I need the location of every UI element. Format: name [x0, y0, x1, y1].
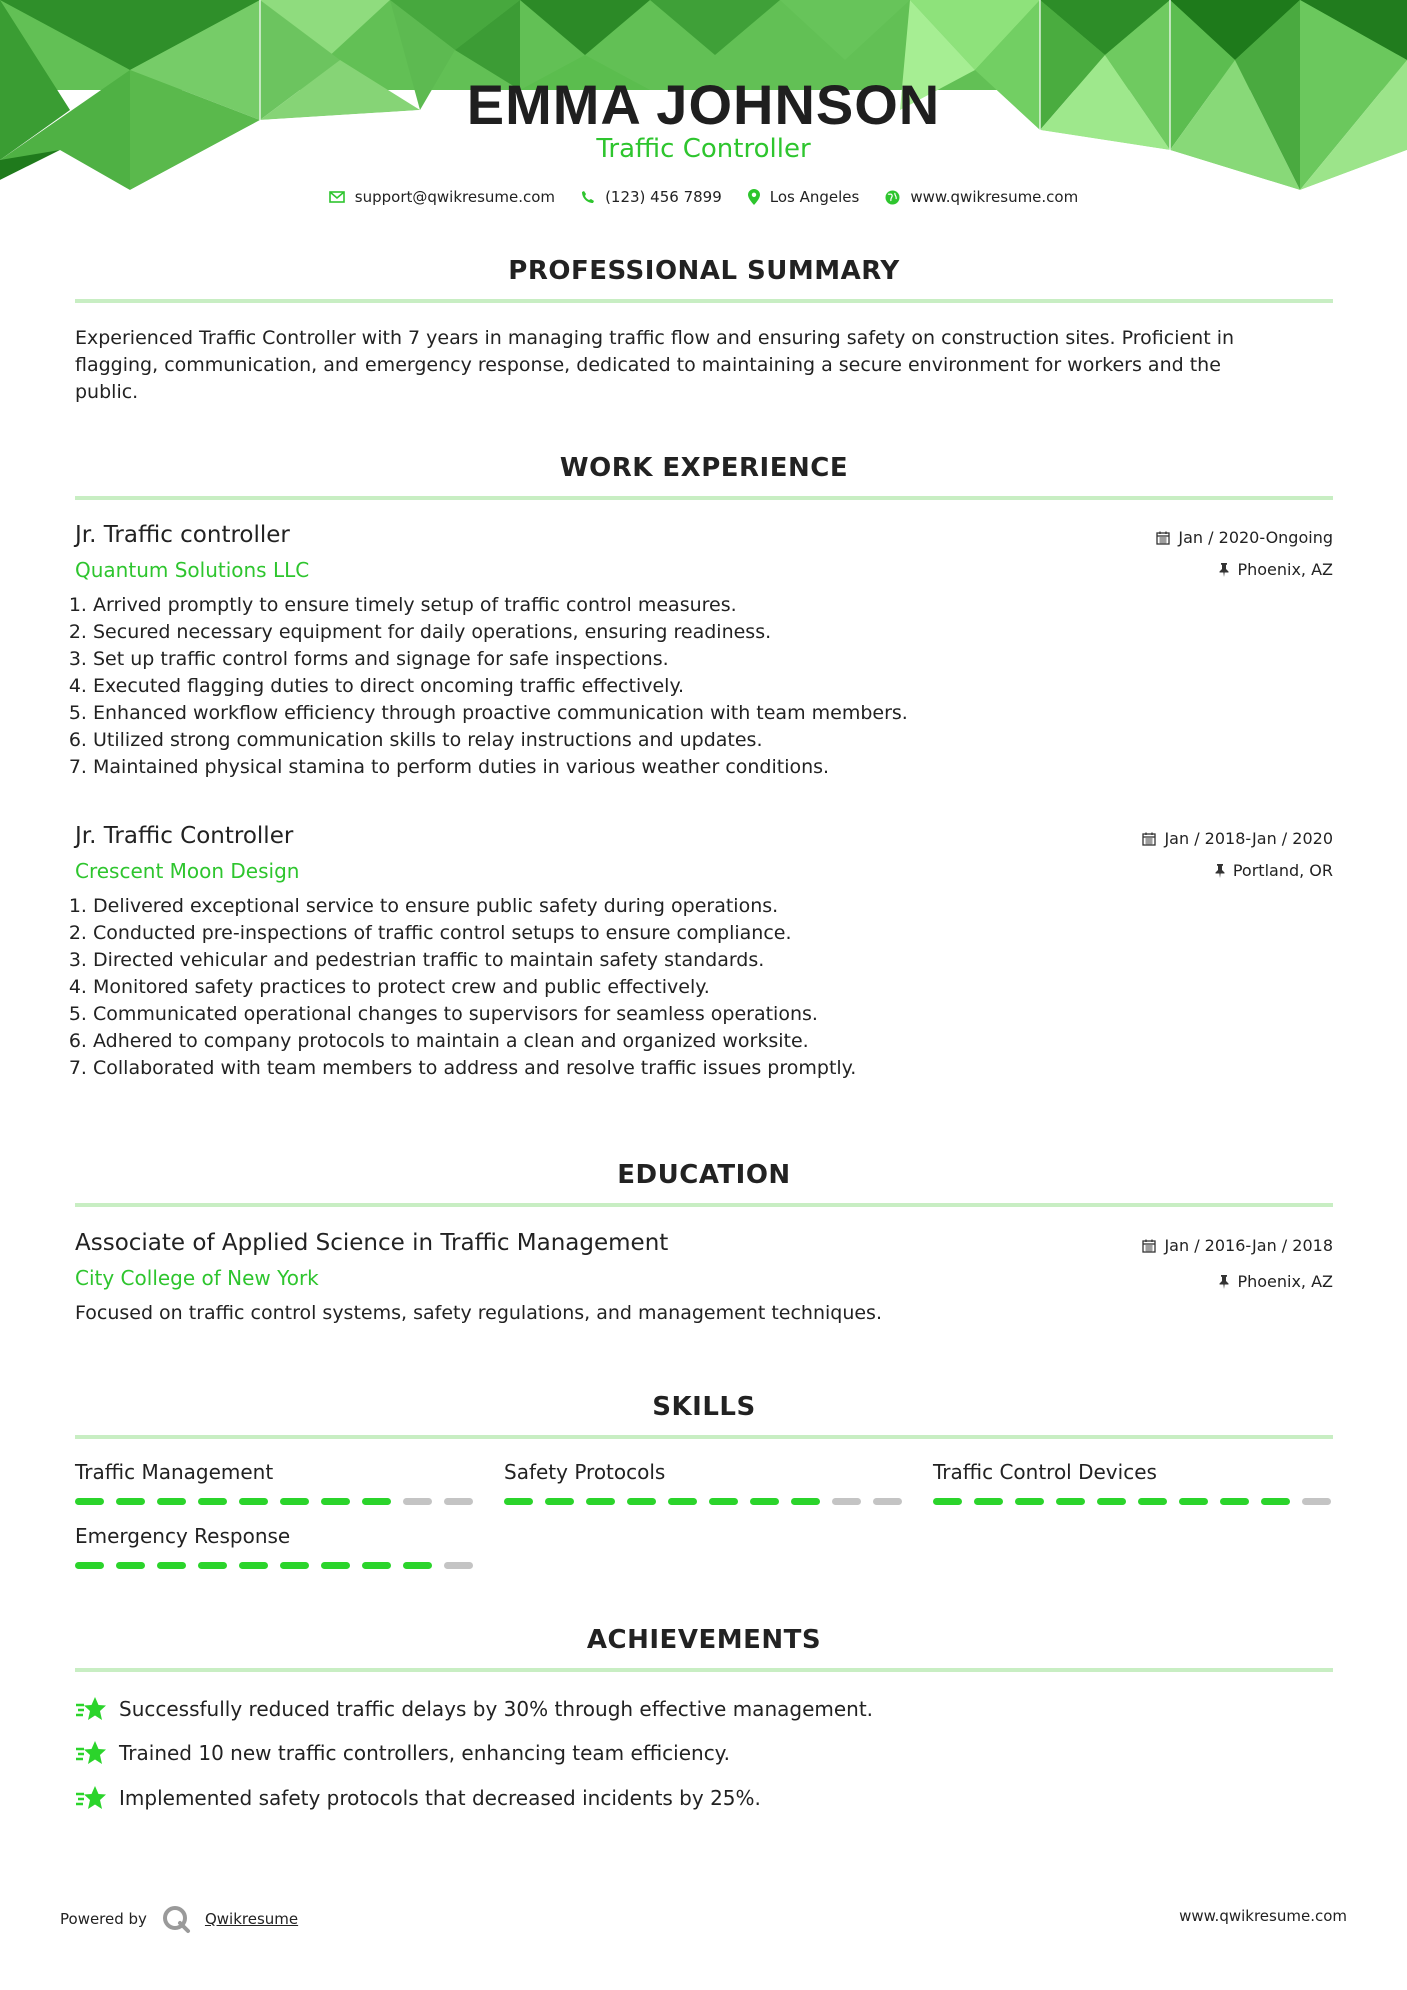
skill-level-bar: [75, 1498, 475, 1505]
contact-bar: [0, 188, 1407, 206]
skill-level-segment: [116, 1498, 145, 1505]
section-title-education: EDUCATION: [617, 1160, 791, 1190]
skill-level-segment: [1302, 1498, 1331, 1505]
list-item: 2. Secured necessary equipment for daily operations, ensuring readiness.: [93, 619, 1193, 646]
skill-level-segment: [1056, 1498, 1085, 1505]
skill-level-segment: [198, 1498, 227, 1505]
footer-powered-by: [60, 1904, 298, 1934]
skill-level-segment: [1179, 1498, 1208, 1505]
skill-level-segment: [873, 1498, 902, 1505]
skill-name: Emergency Response: [75, 1524, 291, 1548]
star-icon: [75, 1740, 107, 1766]
list-item: 6. Adhered to company protocols to maintain a clean and organized worksite.: [93, 1028, 1193, 1055]
achievement-item: [75, 1740, 730, 1766]
star-icon: [75, 1696, 107, 1722]
achievement-text: Successfully reduced traffic delays by 30% through effective management.: [119, 1697, 874, 1721]
skill-level-segment: [280, 1498, 309, 1505]
calendar-icon: [1142, 832, 1156, 846]
job-company: Crescent Moon Design: [75, 859, 300, 883]
skill-level-segment: [75, 1562, 104, 1569]
job-location: [1215, 861, 1333, 880]
list-item: 1. Delivered exceptional service to ensure public safety during operations.: [93, 893, 1193, 920]
contact-location: [748, 188, 860, 206]
skill-level-segment: [198, 1562, 227, 1569]
job-dates-text: Jan / 2020-Ongoing: [1178, 528, 1333, 547]
skill-level-segment: [1220, 1498, 1249, 1505]
list-item: 1. Arrived promptly to ensure timely setup of traffic control measures.: [93, 592, 1193, 619]
skill-level-segment: [403, 1498, 432, 1505]
achievement-text: Trained 10 new traffic controllers, enhancing team efficiency.: [119, 1741, 731, 1765]
globe-icon: [885, 190, 900, 205]
contact-website[interactable]: [885, 188, 1078, 206]
contact-phone[interactable]: [581, 188, 722, 206]
summary-line: Experienced Traffic Controller with 7 years in managing traffic flow and ensuring safety on construction sites. Proficient in: [75, 327, 1235, 349]
calendar-icon: [1142, 1239, 1156, 1253]
job-dates: [1156, 528, 1333, 547]
skill-level-segment: [116, 1562, 145, 1569]
job-company: Quantum Solutions LLC: [75, 558, 310, 582]
envelope-icon: [329, 191, 345, 203]
calendar-icon: [1156, 531, 1170, 545]
job-duties: [67, 592, 1193, 781]
job-duties: [67, 893, 1193, 1082]
achievement-item: [75, 1785, 761, 1811]
skill-name: Traffic Management: [75, 1460, 274, 1484]
skill-level-segment: [75, 1498, 104, 1505]
skill-item: [75, 1524, 475, 1569]
contact-website-text: www.qwikresume.com: [910, 188, 1079, 206]
list-item: 7. Maintained physical stamina to perform duties in various weather conditions.: [93, 754, 1193, 781]
skill-level-segment: [974, 1498, 1003, 1505]
skill-level-segment: [444, 1562, 473, 1569]
summary-line: flagging, communication, and emergency response, dedicated to maintaining a secure environment for workers and the: [75, 354, 1221, 376]
skill-level-segment: [321, 1562, 350, 1569]
education-description: Focused on traffic control systems, safety regulations, and management techniques.: [75, 1302, 882, 1324]
skill-level-segment: [362, 1498, 391, 1505]
job-role: Jr. Traffic Controller: [75, 823, 294, 849]
skill-item: [75, 1460, 475, 1505]
list-item: 3. Directed vehicular and pedestrian traffic to maintain safety standards.: [93, 947, 1193, 974]
job-location: [1219, 560, 1333, 579]
section-divider: [75, 1203, 1333, 1207]
job-dates: [1142, 829, 1333, 848]
qwikresume-logo-icon: [161, 1904, 191, 1934]
education-dates-text: Jan / 2016-Jan / 2018: [1164, 1236, 1333, 1255]
education-dates: [1142, 1236, 1333, 1255]
candidate-name: EMMA JOHNSON: [466, 73, 941, 136]
skill-level-segment: [933, 1498, 962, 1505]
section-title-achievements: ACHIEVEMENTS: [586, 1625, 822, 1655]
map-pin-icon: [748, 189, 760, 205]
pushpin-icon: [1219, 1275, 1229, 1289]
skill-level-segment: [586, 1498, 615, 1505]
phone-icon: [581, 190, 595, 204]
candidate-title: Traffic Controller: [596, 134, 811, 164]
skill-level-segment: [157, 1562, 186, 1569]
pushpin-icon: [1219, 563, 1229, 577]
achievement-text: Implemented safety protocols that decreased incidents by 25%.: [119, 1786, 761, 1810]
summary-text: [75, 325, 1333, 406]
job-location-text: Portland, OR: [1232, 861, 1333, 880]
list-item: 4. Executed flagging duties to direct oncoming traffic effectively.: [93, 673, 1193, 700]
powered-by-label: Powered by: [60, 1910, 147, 1928]
education-location-text: Phoenix, AZ: [1237, 1272, 1333, 1291]
skill-item: [504, 1460, 904, 1505]
skill-level-segment: [1097, 1498, 1126, 1505]
section-title-skills: SKILLS: [652, 1392, 756, 1422]
skill-level-bar: [75, 1562, 475, 1569]
list-item: 6. Utilized strong communication skills to relay instructions and updates.: [93, 727, 1193, 754]
list-item: 5. Enhanced workflow efficiency through proactive communication with team members.: [93, 700, 1193, 727]
skill-level-bar: [504, 1498, 904, 1505]
skill-level-segment: [239, 1498, 268, 1505]
skill-name: Safety Protocols: [504, 1460, 666, 1484]
pushpin-icon: [1215, 864, 1225, 878]
list-item: 2. Conducted pre-inspections of traffic control setups to ensure compliance.: [93, 920, 1193, 947]
section-divider: [75, 1668, 1333, 1672]
skill-level-segment: [239, 1562, 268, 1569]
contact-email[interactable]: [329, 188, 555, 206]
skill-level-segment: [1261, 1498, 1290, 1505]
list-item: 4. Monitored safety practices to protect crew and public effectively.: [93, 974, 1193, 1001]
skill-level-segment: [791, 1498, 820, 1505]
skill-level-segment: [750, 1498, 779, 1505]
skill-level-segment: [1015, 1498, 1044, 1505]
job-location-text: Phoenix, AZ: [1237, 560, 1333, 579]
list-item: 3. Set up traffic control forms and signage for safe inspections.: [93, 646, 1193, 673]
skill-level-segment: [504, 1498, 533, 1505]
contact-phone-text: (123) 456 7899: [605, 188, 722, 206]
skill-level-segment: [1138, 1498, 1167, 1505]
qwikresume-link[interactable]: Qwikresume: [204, 1910, 299, 1928]
achievement-item: [75, 1696, 873, 1722]
skill-level-segment: [832, 1498, 861, 1505]
education-degree: Associate of Applied Science in Traffic Management: [75, 1230, 669, 1256]
list-item: 5. Communicated operational changes to supervisors for seamless operations.: [93, 1001, 1193, 1028]
star-icon: [75, 1785, 107, 1811]
list-item: 7. Collaborated with team members to address and resolve traffic issues promptly.: [93, 1055, 1193, 1082]
skill-level-segment: [668, 1498, 697, 1505]
education-school: City College of New York: [75, 1266, 319, 1290]
section-divider: [75, 1435, 1333, 1439]
skill-level-segment: [280, 1562, 309, 1569]
skill-level-segment: [545, 1498, 574, 1505]
contact-location-text: Los Angeles: [769, 188, 860, 206]
contact-email-text: support@qwikresume.com: [354, 188, 556, 206]
skill-level-bar: [933, 1498, 1333, 1505]
skill-level-segment: [627, 1498, 656, 1505]
skill-level-segment: [709, 1498, 738, 1505]
skill-level-segment: [321, 1498, 350, 1505]
skill-item: [933, 1460, 1333, 1505]
section-title-summary: PROFESSIONAL SUMMARY: [508, 256, 900, 286]
skill-level-segment: [403, 1562, 432, 1569]
education-location: [1219, 1272, 1333, 1291]
skill-name: Traffic Control Devices: [933, 1460, 1157, 1484]
section-title-experience: WORK EXPERIENCE: [559, 453, 849, 483]
skill-level-segment: [157, 1498, 186, 1505]
job-dates-text: Jan / 2018-Jan / 2020: [1164, 829, 1333, 848]
job-role: Jr. Traffic controller: [75, 522, 290, 548]
section-divider: [75, 496, 1333, 500]
footer-website[interactable]: www.qwikresume.com: [1179, 1907, 1347, 1925]
summary-line: public.: [75, 381, 139, 403]
skill-level-segment: [444, 1498, 473, 1505]
section-divider: [75, 299, 1333, 303]
skill-level-segment: [362, 1562, 391, 1569]
